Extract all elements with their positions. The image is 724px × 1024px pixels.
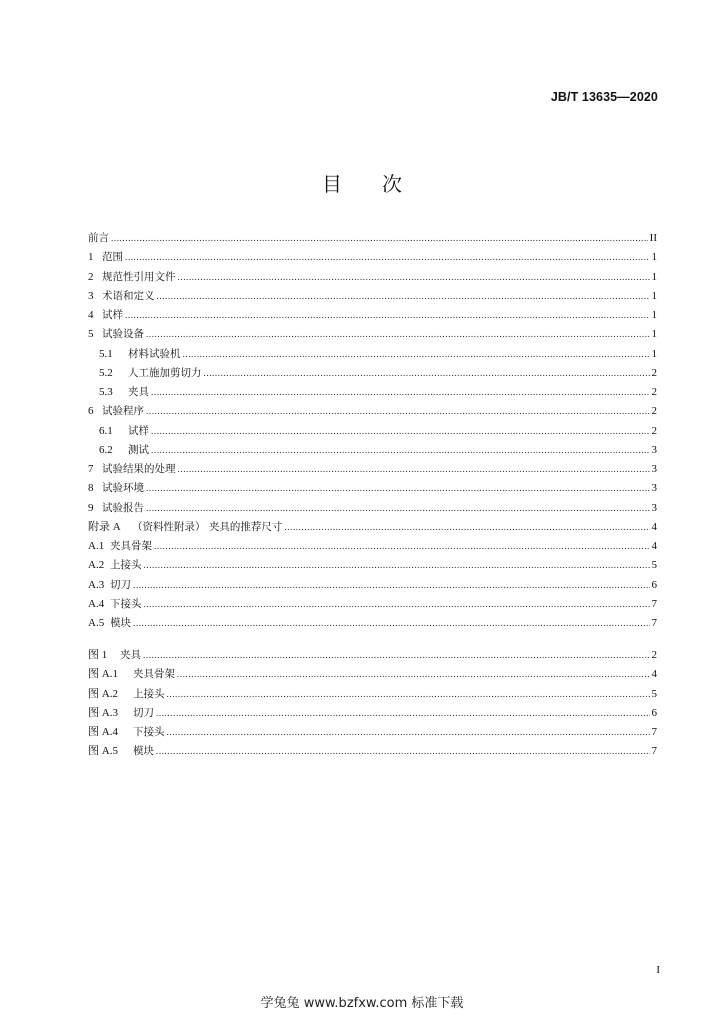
toc-entry-page: 1 xyxy=(651,251,657,264)
toc-leader-dots xyxy=(183,345,650,364)
toc-leader-dots xyxy=(156,742,650,761)
toc-entry-label: 切刀 xyxy=(133,706,154,719)
toc-entry-title xyxy=(88,499,144,518)
toc-leader-dots xyxy=(178,460,650,479)
toc-leader-dots xyxy=(151,441,650,460)
toc-leader-dots xyxy=(125,248,650,267)
toc-entry-title xyxy=(88,556,142,575)
toc-entry-label: 切刀 xyxy=(110,578,131,591)
toc-entry[interactable] xyxy=(88,479,657,498)
toc-entry-title xyxy=(88,742,154,761)
toc-entry-label: 材料试验机 xyxy=(128,347,181,360)
toc-entry-page: 4 xyxy=(651,668,657,681)
toc-entry-title xyxy=(88,268,176,287)
toc-entry-number: A.1 xyxy=(88,540,105,552)
toc-entry[interactable] xyxy=(88,441,657,460)
toc-entry-page: 2 xyxy=(651,366,657,379)
toc-leader-dots xyxy=(178,268,650,287)
toc-entry-label: （资料性附录） 夹具的推荐尺寸 xyxy=(132,520,283,533)
toc-entry-title xyxy=(88,402,144,421)
toc-leader-dots xyxy=(284,518,649,537)
toc-entry-label: 下接头 xyxy=(133,726,165,738)
toc-entry-page: 4 xyxy=(651,540,657,552)
toc-entry[interactable] xyxy=(88,646,657,665)
toc-leader-dots xyxy=(143,646,650,665)
toc-entry-label: 夹具 xyxy=(128,386,149,398)
toc-entry-title xyxy=(88,287,155,306)
toc-entry-number: A.2 xyxy=(88,559,105,572)
toc-entry[interactable] xyxy=(88,248,657,267)
toc-entry-title xyxy=(88,685,165,704)
toc-entry-label: 模块 xyxy=(110,617,131,629)
title-char-1: 目 xyxy=(322,172,342,196)
toc-entry-title xyxy=(88,518,282,537)
toc-leader-dots xyxy=(167,685,650,704)
toc-leader-dots xyxy=(167,723,650,742)
toc-entry-page: 7 xyxy=(651,617,657,629)
toc-entry-title xyxy=(88,479,144,498)
toc-entry-page: 5 xyxy=(651,559,657,572)
toc-entry[interactable] xyxy=(88,402,657,421)
toc-leader-dots xyxy=(154,537,650,556)
toc-entry-title xyxy=(99,364,202,383)
toc-entry[interactable] xyxy=(88,556,657,575)
toc-entry-label: 试样 xyxy=(128,424,149,437)
toc-entry[interactable] xyxy=(88,595,657,614)
toc-entry[interactable] xyxy=(88,383,657,402)
toc-entry-title xyxy=(88,723,165,742)
toc-entry-page: 3 xyxy=(651,443,657,456)
toc-entry[interactable] xyxy=(88,723,657,742)
toc-entry-title xyxy=(99,383,149,402)
toc-entry-label: 试验报告 xyxy=(102,501,144,514)
toc-entry-label: 夹具骨架 xyxy=(133,668,175,681)
toc-leader-dots xyxy=(133,576,650,595)
toc-entry-page: 3 xyxy=(651,482,657,495)
toc-entry-page: 2 xyxy=(651,424,657,437)
toc-entry-label: 人工施加剪切力 xyxy=(128,366,202,379)
toc-leader-dots xyxy=(125,306,650,325)
toc-leader-dots xyxy=(146,402,650,421)
title-char-2: 次 xyxy=(382,172,402,196)
toc-entry[interactable] xyxy=(88,537,657,556)
toc-entry-label: 试样 xyxy=(102,309,123,321)
toc-entry-label: 模块 xyxy=(133,745,154,758)
toc-entry[interactable] xyxy=(88,576,657,595)
toc-entry-number: 附录 A xyxy=(88,520,121,533)
toc-entry-title xyxy=(88,460,176,479)
toc-entry[interactable] xyxy=(88,614,657,633)
toc-entry-title xyxy=(88,665,175,684)
list-of-figures xyxy=(88,646,657,762)
toc-entry-page: 1 xyxy=(651,309,657,321)
toc-leader-dots xyxy=(144,595,650,614)
toc-entry-number: 4 xyxy=(88,309,94,321)
toc-entry[interactable] xyxy=(88,460,657,479)
toc-entry-title xyxy=(88,646,141,665)
footer-watermark: 学兔兔 www.bzfxw.com 标准下载 xyxy=(260,996,464,1011)
toc-entry-page: II xyxy=(649,232,657,244)
table-of-contents xyxy=(88,229,657,633)
toc-entry-title xyxy=(88,704,154,723)
toc-entry[interactable] xyxy=(88,229,657,248)
toc-entry-page: 6 xyxy=(651,578,657,591)
toc-entry-page: 3 xyxy=(651,463,657,475)
toc-leader-dots xyxy=(151,383,650,402)
toc-leader-dots xyxy=(146,499,650,518)
toc-entry-label: 上接头 xyxy=(133,687,165,700)
toc-entry[interactable] xyxy=(88,422,657,441)
toc-entry-title xyxy=(88,306,123,325)
toc-entry-number: A.5 xyxy=(88,617,105,629)
toc-entry[interactable] xyxy=(88,287,657,306)
toc-entry-page: 1 xyxy=(651,347,657,360)
toc-entry-number: 图 A.3 xyxy=(88,706,118,719)
toc-leader-dots xyxy=(204,364,650,383)
toc-entry-page: 7 xyxy=(651,745,657,758)
toc-entry-number: A.4 xyxy=(88,597,105,610)
toc-entry-label: 试验结果的处理 xyxy=(102,463,176,475)
toc-entry-number: 6.1 xyxy=(99,424,113,437)
toc-entry-page: 7 xyxy=(651,726,657,738)
toc-entry-title xyxy=(88,595,142,614)
toc-entry-title xyxy=(88,614,131,633)
toc-entry-title xyxy=(88,325,144,344)
toc-entry-label: 夹具骨架 xyxy=(110,540,152,552)
toc-entry-title xyxy=(99,422,149,441)
toc-entry-number: 7 xyxy=(88,463,94,475)
toc-leader-dots xyxy=(177,665,650,684)
toc-entry-page: 6 xyxy=(651,706,657,719)
toc-entry[interactable] xyxy=(88,325,657,344)
page-number: I xyxy=(656,964,660,976)
toc-entry-number: 图 A.4 xyxy=(88,726,118,738)
toc-entry-page: 2 xyxy=(651,649,657,661)
toc-entry-title xyxy=(88,576,131,595)
toc-entry-title xyxy=(88,248,123,267)
toc-entry-number: 9 xyxy=(88,501,94,514)
toc-entry-number: 3 xyxy=(88,289,94,302)
toc-entry-page: 3 xyxy=(651,501,657,514)
toc-entry[interactable] xyxy=(88,685,657,704)
page-title xyxy=(0,168,724,197)
toc-entry-title xyxy=(99,441,149,460)
toc-entry-label: 范围 xyxy=(102,251,123,264)
toc-entry-label: 术语和定义 xyxy=(102,289,155,302)
toc-entry-label: 试验设备 xyxy=(102,328,144,341)
toc-entry-number: A.3 xyxy=(88,578,105,591)
toc-entry-number: 1 xyxy=(88,251,94,264)
toc-entry[interactable] xyxy=(88,268,657,287)
toc-entry-page: 1 xyxy=(651,270,657,283)
toc-entry-number: 5.2 xyxy=(99,366,113,379)
toc-leader-dots xyxy=(146,479,650,498)
toc-entry[interactable] xyxy=(88,704,657,723)
toc-entry-title xyxy=(99,345,181,364)
toc-entry-label: 规范性引用文件 xyxy=(102,270,176,283)
toc-entry[interactable] xyxy=(88,345,657,364)
toc-leader-dots xyxy=(111,229,648,248)
toc-entry[interactable] xyxy=(88,665,657,684)
toc-entry-number: 5.1 xyxy=(99,347,113,360)
toc-entry[interactable] xyxy=(88,742,657,761)
toc-entry-label: 试验环境 xyxy=(102,482,144,495)
toc-entry-label: 试验程序 xyxy=(102,405,144,418)
toc-entry-number: 图 1 xyxy=(88,649,108,661)
toc-entry-page: 2 xyxy=(651,386,657,398)
toc-entry[interactable] xyxy=(88,306,657,325)
toc-entry-number: 5.3 xyxy=(99,386,113,398)
toc-entry-page: 5 xyxy=(651,687,657,700)
toc-entry[interactable] xyxy=(88,364,657,383)
toc-entry-label: 上接头 xyxy=(110,559,142,572)
toc-leader-dots xyxy=(144,556,650,575)
toc-entry[interactable] xyxy=(88,518,657,537)
toc-entry-number: 2 xyxy=(88,270,94,283)
toc-leader-dots xyxy=(133,614,650,633)
toc-leader-dots xyxy=(156,704,650,723)
toc-entry-title xyxy=(88,229,109,248)
toc-entry-page: 7 xyxy=(651,597,657,610)
toc-leader-dots xyxy=(151,422,650,441)
toc-entry-label: 下接头 xyxy=(110,597,142,610)
toc-entry-page: 2 xyxy=(651,405,657,418)
toc-entry-number: 6.2 xyxy=(99,443,113,456)
toc-entry-number: 8 xyxy=(88,482,94,495)
toc-entry-page: 4 xyxy=(651,520,657,533)
toc-entry[interactable] xyxy=(88,499,657,518)
toc-entry-title xyxy=(88,537,152,556)
toc-entry-page: 1 xyxy=(651,289,657,302)
toc-entry-number: 图 A.2 xyxy=(88,687,118,700)
toc-entry-number: 6 xyxy=(88,405,94,418)
toc-entry-number: 图 A.1 xyxy=(88,668,118,681)
toc-entry-number: 图 A.5 xyxy=(88,745,118,758)
toc-entry-label: 测试 xyxy=(128,443,149,456)
toc-entry-number: 5 xyxy=(88,328,94,341)
toc-entry-page: 1 xyxy=(651,328,657,341)
toc-leader-dots xyxy=(146,325,650,344)
standard-code: JB/T 13635—2020 xyxy=(550,90,658,104)
toc-entry-label: 夹具 xyxy=(120,649,141,661)
toc-leader-dots xyxy=(157,287,650,306)
toc-entry-label: 前言 xyxy=(88,232,109,244)
